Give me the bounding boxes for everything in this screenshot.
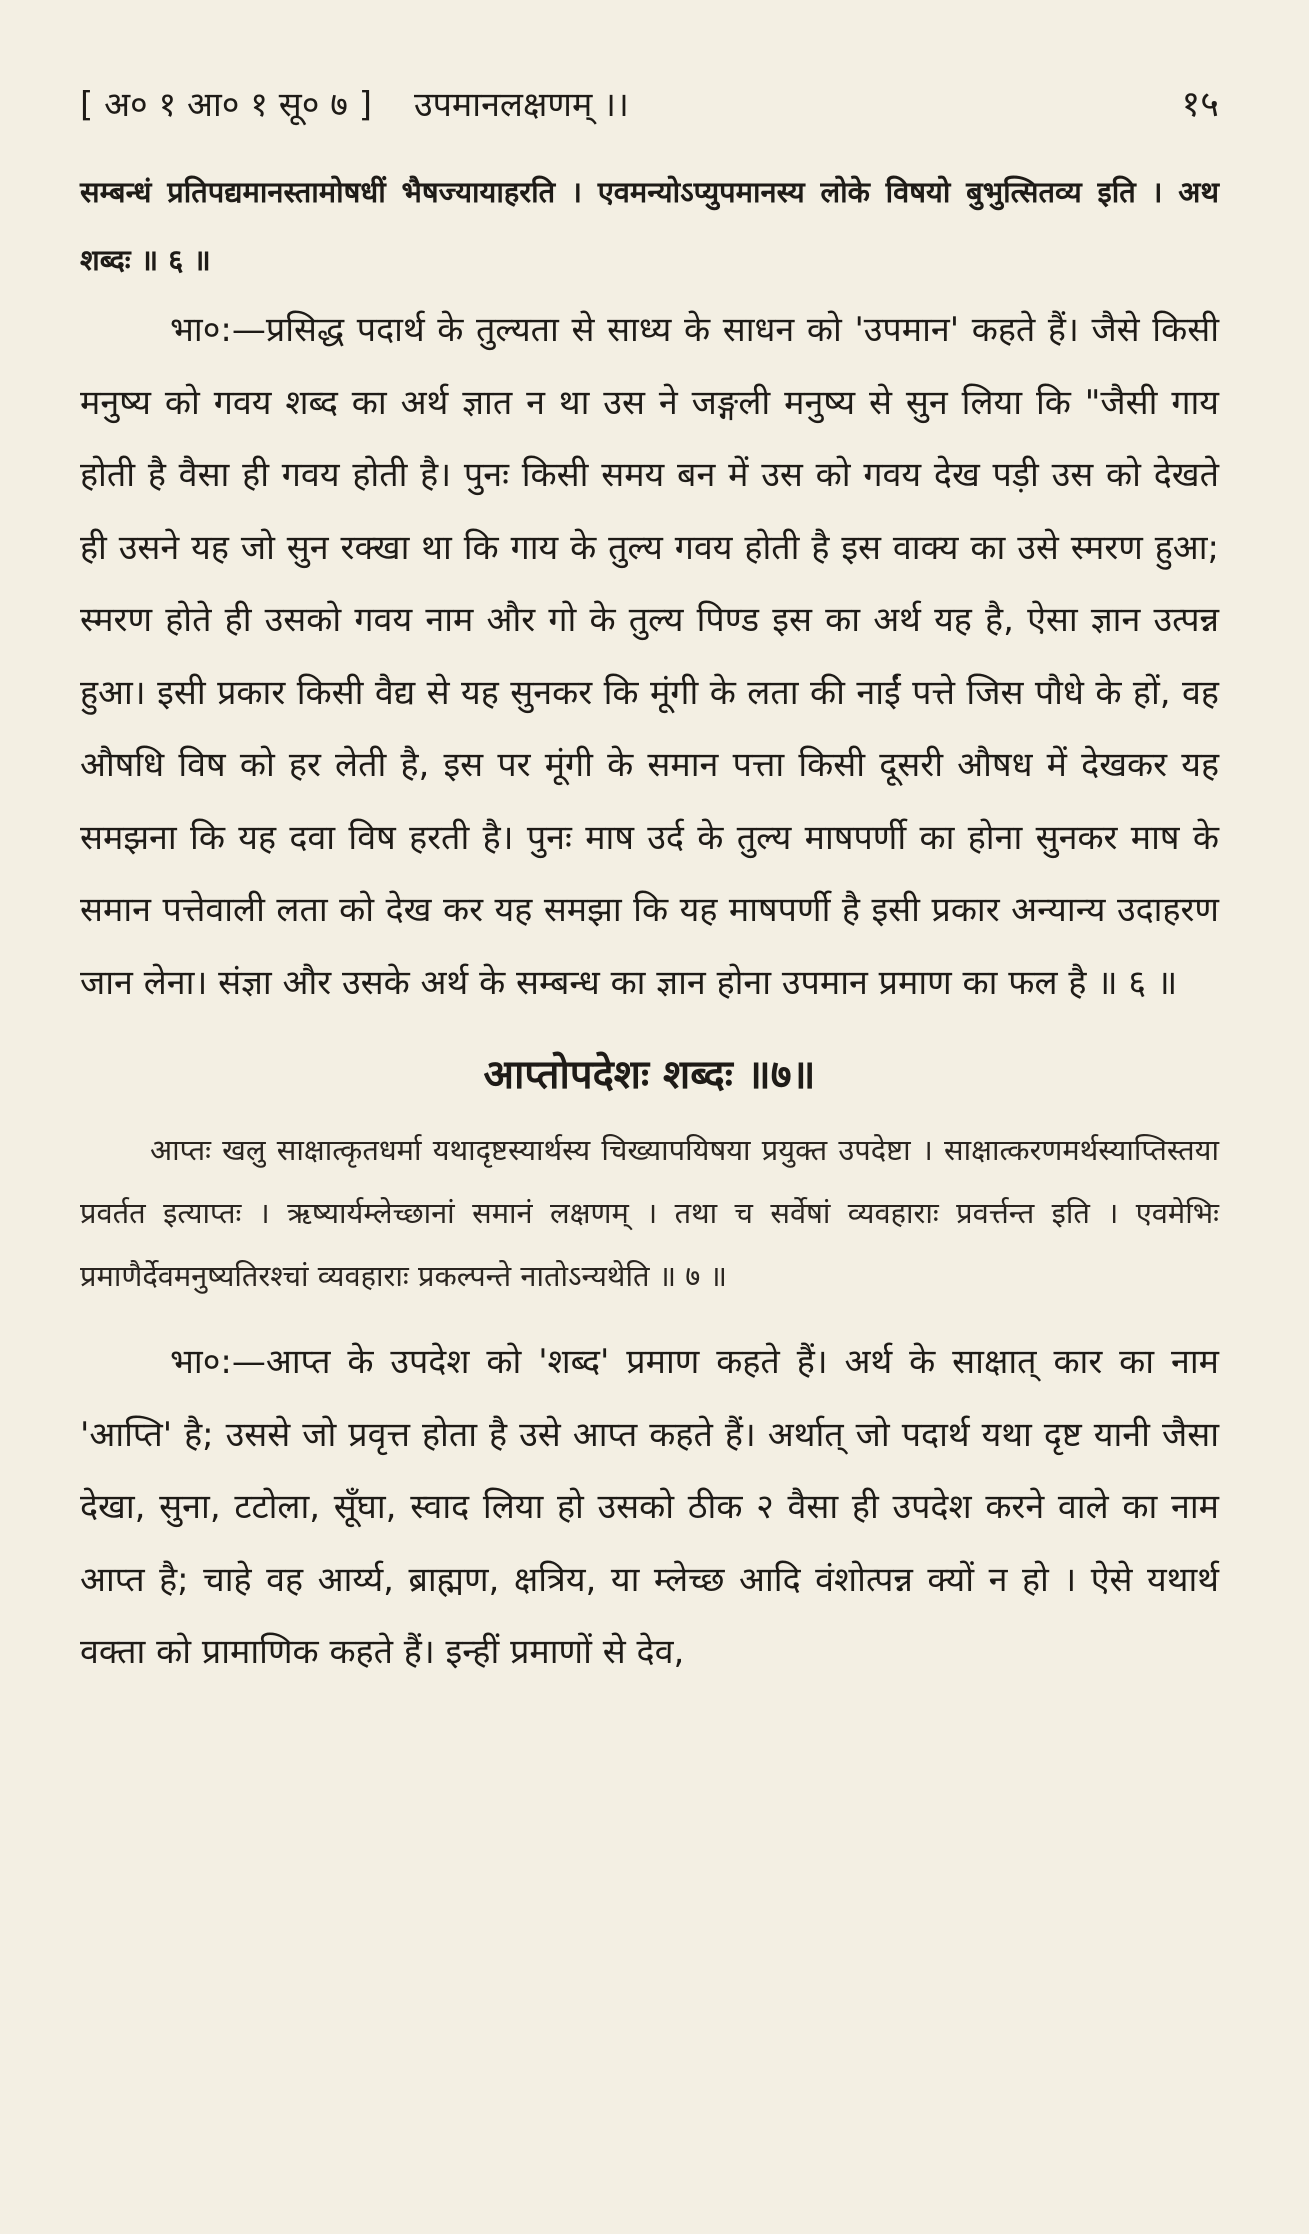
page-number: १५ [1181, 84, 1219, 125]
bhashya-paragraph-1: भा०:—प्रसिद्ध पदार्थ के तुल्यता से साध्य के साधन को 'उपमान' कहते हैं। जैसे किसी मनुष्य को गवय शब्द का अर्थ ज्ञात न था उस ने जङ्गली मनुष्य से सुन लिया कि "जैसी गाय होती है वैसा ही गवय होती है। पुनः किसी समय बन में उस को गवय देख पड़ी उस को देखते ही उसने यह जो सुन रक्खा था कि गाय के तुल्य गवय होती है इस वाक्य का उसे स्मरण हुआ; स्मरण होते ही उसको गवय नाम और गो के तुल्य पिण्ड इस का अर्थ यह है, ऐसा ज्ञान उत्पन्न हुआ। इसी प्रकार किसी वैद्य से यह सुनकर कि मूंगी के लता की नाईं पत्ते जिस पौधे के हों, वह औषधि विष को हर लेती है, इस पर मूंगी के समान पत्ता किसी दूसरी औषध में देखकर यह समझना कि यह दवा विष हरती है। पुनः माष उर्द के तुल्य माषपर्णी का होना सुनकर माष के समान पत्तेवाली लता को देख कर यह समझा कि यह माषपर्णी है इसी प्रकार अन्यान्य उदाहरण जान लेना। संज्ञा और उसके अर्थ के सम्बन्ध का ज्ञान होना उपमान प्रमाण का फल है ॥ ६ ॥ [80, 310, 1219, 1003]
running-header [80, 78, 1219, 150]
section-title: उपमानलक्षणम् ।। [413, 85, 629, 125]
sanskrit-commentary-2: आप्तः खलु साक्षात्कृतधर्मा यथादृष्टस्यार्थस्य चिख्यापयिषया प्रयुक्त उपदेष्टा । साक्षात्करणमर्थस्याप्तिस्तया प्रवर्तत इत्याप्तः । ऋष्यार्यम्लेच्छानां समानं लक्षणम् । तथा च सर्वेषां व्यवहाराः प्रवर्त्तन्त इति । एवमेभिः प्रमाणैर्देवमनुष्यतिरश्चां व्यवहाराः प्रकल्पन्ते नातोऽन्यथेति ॥ ७ ॥ [80, 1133, 1219, 1293]
sutra-heading: आप्तोपदेशः शब्दः ॥७॥ [483, 1052, 816, 1098]
chapter-reference: [ अ० १ आ० १ सू० ७ ] [80, 85, 372, 125]
bhashya-paragraph-2: भा०:—आप्त के उपदेश को 'शब्द' प्रमाण कहते हैं। अर्थ के साक्षात् कार का नाम 'आप्ति' है; उससे जो प्रवृत्त होता है उसे आप्त कहते हैं। अर्थात् जो पदार्थ यथा दृष्ट यानी जैसा देखा, सुना, टटोला, सूँघा, स्वाद लिया हो उसको ठीक २ वैसा ही उपदेश करने वाले का नाम आप्त है; चाहे वह आर्य्य, ब्राह्मण, क्षत्रिय, या म्लेच्छ आदि वंशोत्पन्न क्यों न हो । ऐसे यथार्थ वक्ता को प्रामाणिक कहते हैं। इन्हीं प्रमाणों से देव, [80, 1342, 1219, 1672]
sanskrit-commentary-top: सम्बन्धं प्रतिपद्यमानस्तामोषधीं भैषज्यायाहरति । एवमन्योऽप्युपमानस्य लोके विषयो बुभुत्सितव्य इति । अथ शब्दः ॥ ६ ॥ [80, 175, 1219, 277]
